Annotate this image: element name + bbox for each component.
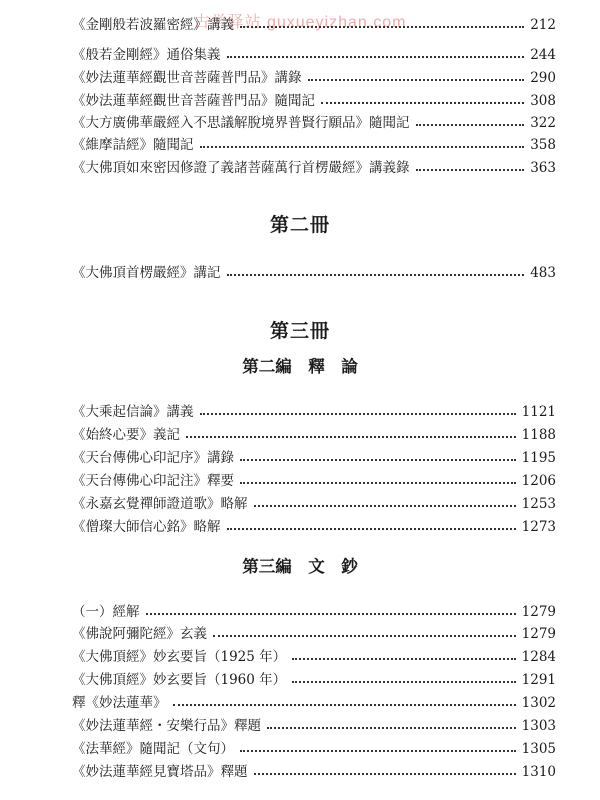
volume-heading: 第二冊 — [269, 214, 330, 236]
leader-dots — [227, 528, 516, 530]
toc-entry-title: 《法華經》隨聞記（文句） — [72, 741, 234, 757]
toc-entry-page: 1279 — [521, 626, 556, 642]
toc-entry[interactable] — [72, 758, 556, 780]
toc-entry[interactable] — [72, 598, 556, 620]
leader-dots — [227, 56, 525, 58]
toc-entry-title: 《僧璨大師信心銘》略解 — [72, 519, 221, 535]
toc-entry[interactable] — [72, 259, 556, 281]
leader-dots — [173, 704, 516, 706]
toc-entry[interactable] — [72, 689, 556, 711]
toc-entry-title: 《天台傳佛心印記序》講錄 — [72, 450, 234, 466]
toc-entry-page: 1305 — [521, 741, 556, 757]
toc-entry-page: 244 — [530, 47, 556, 63]
toc-entry-title: 《大佛頂如來密因修證了義諸菩薩萬行首楞嚴經》講義錄 — [72, 160, 410, 176]
leader-dots — [240, 482, 516, 484]
toc-entry-title: 《大佛頂首楞嚴經》講記 — [72, 265, 221, 281]
leader-dots — [200, 146, 525, 148]
leader-dots — [213, 635, 516, 637]
leader-dots — [416, 124, 525, 126]
toc-entry-page: 1206 — [521, 473, 556, 489]
toc-entry-title: 《佛說阿彌陀經》玄義 — [72, 626, 207, 642]
toc-entry[interactable] — [72, 513, 556, 535]
toc-entry-page: 1253 — [521, 496, 556, 512]
toc-entry-page: 290 — [530, 70, 556, 86]
toc-entry-page: 1302 — [521, 695, 556, 711]
leader-dots — [308, 79, 525, 81]
toc-entry[interactable] — [72, 666, 556, 688]
toc-entry-title: 《妙法蓮華經・安樂行品》釋題 — [72, 718, 261, 734]
toc-entry-title: 《妙法蓮華經觀世音菩薩普門品》隨聞記 — [72, 93, 315, 109]
toc-entry[interactable] — [72, 444, 556, 466]
toc-entry[interactable] — [72, 64, 556, 86]
toc-entry-page: 1284 — [521, 649, 556, 665]
toc-entry-title: 《永嘉玄覺禪師證道歌》略解 — [72, 496, 248, 512]
toc-entry[interactable] — [72, 398, 556, 420]
leader-dots — [267, 727, 516, 729]
toc-entry-title: 《金剛般若波羅密經》講義 — [72, 17, 234, 33]
toc-entry[interactable] — [72, 41, 556, 63]
toc-entry[interactable] — [72, 11, 556, 33]
toc-entry-title: 釋《妙法蓮華》 — [72, 695, 167, 711]
leader-dots — [240, 750, 516, 752]
leader-dots — [227, 274, 525, 276]
leader-dots — [254, 773, 516, 775]
leader-dots — [321, 102, 524, 104]
watermark: 古学驿站 guxueyizhan.com — [193, 14, 407, 31]
toc-entry-title: 《大佛頂經》妙玄要旨（1925 年） — [72, 649, 287, 665]
toc-entry-title: 《大乘起信論》講義 — [72, 404, 194, 420]
toc-entry[interactable] — [72, 712, 556, 734]
toc-entry-page: 483 — [530, 265, 556, 281]
toc-entry[interactable] — [72, 421, 556, 443]
toc-entry-page: 322 — [530, 115, 556, 131]
toc-entry-page: 1195 — [521, 450, 556, 466]
leader-dots — [146, 613, 516, 615]
toc-entry-page: 1303 — [521, 718, 556, 734]
toc-entry-title: 《天台傳佛心印記注》釋要 — [72, 473, 234, 489]
volume-heading: 第三冊 — [269, 320, 330, 342]
leader-dots — [240, 26, 524, 28]
toc-entry-page: 308 — [530, 93, 556, 109]
toc-entry[interactable] — [72, 735, 556, 757]
toc-entry-page: 1291 — [521, 672, 556, 688]
toc-entry-title: （一）經解 — [72, 604, 140, 620]
toc-entry-page: 212 — [530, 17, 556, 33]
toc-entry-title: 《始終心要》義記 — [72, 427, 180, 443]
toc-entry[interactable] — [72, 467, 556, 489]
toc-entry[interactable] — [72, 490, 556, 512]
toc-entry-page: 1188 — [521, 427, 556, 443]
toc-entry[interactable] — [72, 109, 556, 131]
toc-entry-title: 《維摩詰經》隨聞記 — [72, 137, 194, 153]
leader-dots — [254, 505, 516, 507]
leader-dots — [186, 436, 516, 438]
toc-entry-title: 《妙法蓮華經見寶塔品》釋題 — [72, 764, 248, 780]
toc-entry[interactable] — [72, 620, 556, 642]
toc-entry[interactable] — [72, 154, 556, 176]
toc-entry-title: 《般若金剛經》通俗集義 — [72, 47, 221, 63]
leader-dots — [292, 681, 515, 683]
toc-entry-page: 1310 — [521, 764, 556, 780]
leader-dots — [416, 169, 525, 171]
toc-entry-page: 1279 — [521, 604, 556, 620]
leader-dots — [292, 658, 515, 660]
section-heading: 第二編 釋 論 — [242, 357, 358, 376]
section-heading: 第三編 文 鈔 — [242, 557, 358, 576]
toc-entry-title: 《妙法蓮華經觀世音菩薩普門品》講錄 — [72, 70, 302, 86]
leader-dots — [240, 459, 516, 461]
toc-entry-page: 363 — [530, 160, 556, 176]
leader-dots — [200, 413, 516, 415]
toc-entry-page: 1121 — [521, 404, 556, 420]
toc-entry-page: 358 — [530, 137, 556, 153]
toc-entry-title: 《大方廣佛華嚴經入不思議解脫境界普賢行願品》隨聞記 — [72, 115, 410, 131]
toc-entry[interactable] — [72, 131, 556, 153]
toc-entry-page: 1273 — [521, 519, 556, 535]
toc-entry[interactable] — [72, 643, 556, 665]
toc-entry-title: 《大佛頂經》妙玄要旨（1960 年） — [72, 672, 287, 688]
toc-entry[interactable] — [72, 87, 556, 109]
